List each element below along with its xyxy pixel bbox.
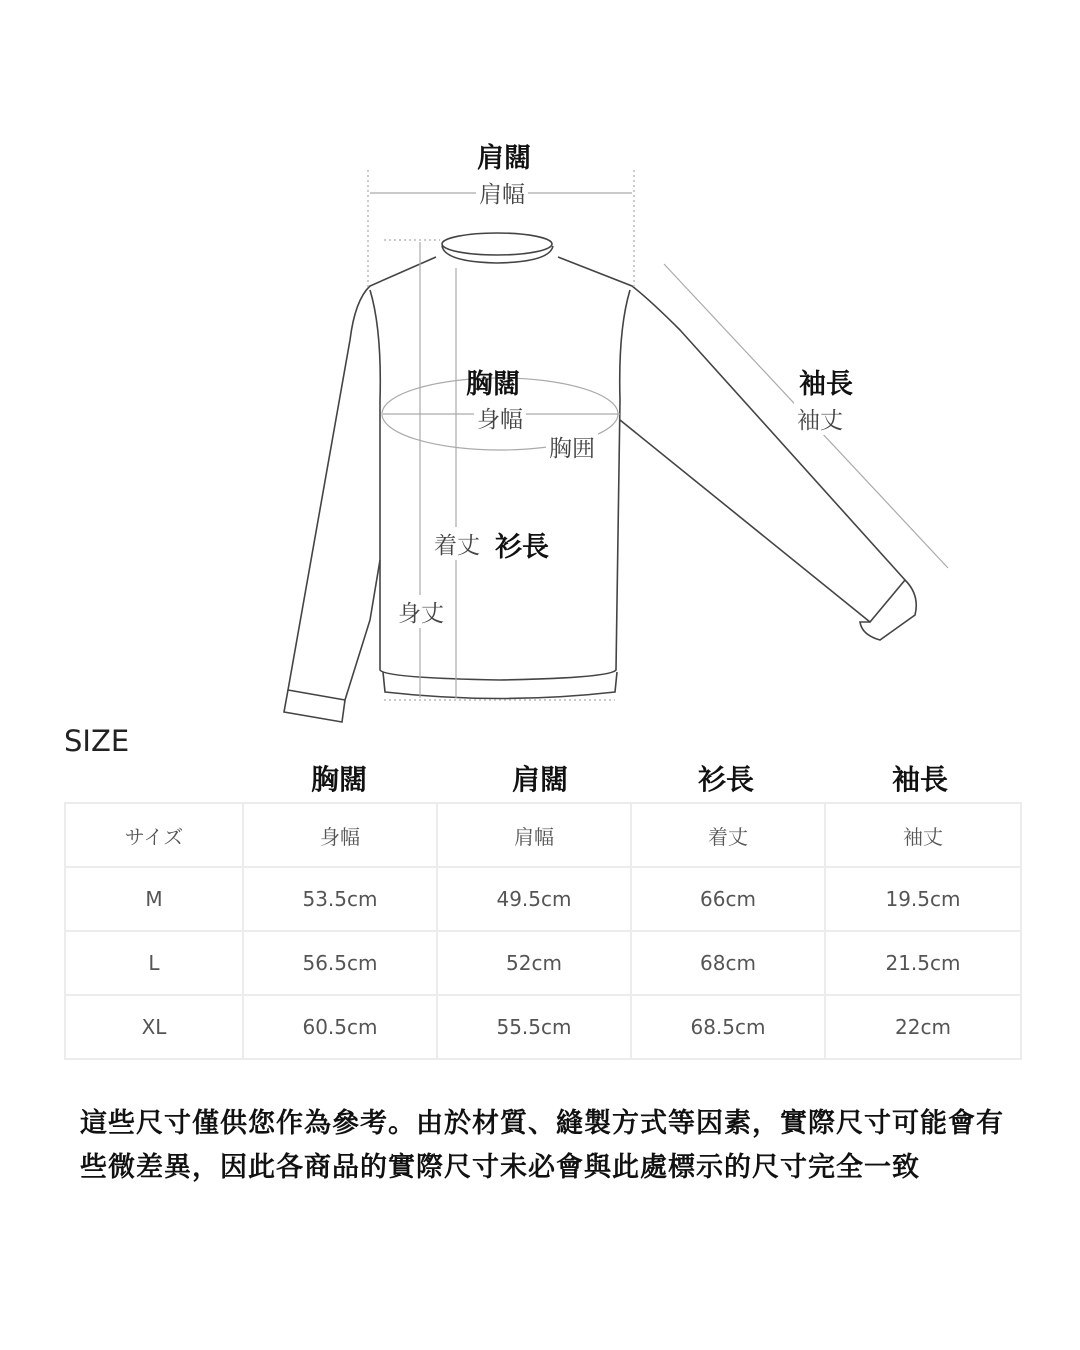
disclaimer-note: 這些尺寸僅供您作為參考。由於材質、縫製方式等因素，實際尺寸可能會有些微差異，因此各商品的實際尺寸未必會與此處標示的尺寸完全一致 [80, 1108, 1004, 1183]
cell: 68.5cm [631, 995, 825, 1059]
header-cell: 肩幅 [437, 803, 631, 867]
cell: 53.5cm [243, 867, 437, 931]
body-length-label: 身丈 [395, 595, 447, 628]
header-cell: サイズ [65, 803, 243, 867]
sleeve-length-label: 袖丈 [794, 402, 846, 435]
cell: 68cm [631, 931, 825, 995]
chest-girth-label: 胸囲 [546, 430, 598, 463]
cell: M [65, 867, 243, 931]
sweater-outline [284, 233, 916, 722]
column-heading: 胸闊 [310, 763, 368, 796]
size-table [64, 802, 1022, 1060]
header-cell: 着丈 [631, 803, 825, 867]
cell: 22cm [825, 995, 1021, 1059]
header-cell: 身幅 [243, 803, 437, 867]
length-label: 衫長 [495, 532, 549, 563]
cell: 19.5cm [825, 867, 1021, 931]
shoulder-label: 肩闊 [477, 143, 531, 174]
total-length-ja-label: 着丈 [431, 527, 483, 560]
cell: 56.5cm [243, 931, 437, 995]
cell: 52cm [437, 931, 631, 995]
column-heading: 袖長 [891, 763, 949, 796]
table-row [65, 867, 1021, 931]
column-heading: 肩闊 [511, 763, 569, 796]
body-width-label: 身幅 [474, 401, 526, 434]
size-title: SIZE [64, 724, 130, 758]
cell: L [65, 931, 243, 995]
cell: 60.5cm [243, 995, 437, 1059]
cell: 21.5cm [825, 931, 1021, 995]
cell: 55.5cm [437, 995, 631, 1059]
cell: 66cm [631, 867, 825, 931]
chest-label: 胸闊 [466, 369, 520, 400]
header-cell: 袖丈 [825, 803, 1021, 867]
shoulder-width-label: 肩幅 [476, 176, 528, 209]
table-row [65, 995, 1021, 1059]
table-row [65, 931, 1021, 995]
cell: 49.5cm [437, 867, 631, 931]
column-heading: 衫長 [697, 763, 755, 796]
cell: XL [65, 995, 243, 1059]
measurement-lines [368, 170, 948, 700]
table-header-row [65, 803, 1021, 867]
sleeve-label: 袖長 [799, 369, 853, 400]
